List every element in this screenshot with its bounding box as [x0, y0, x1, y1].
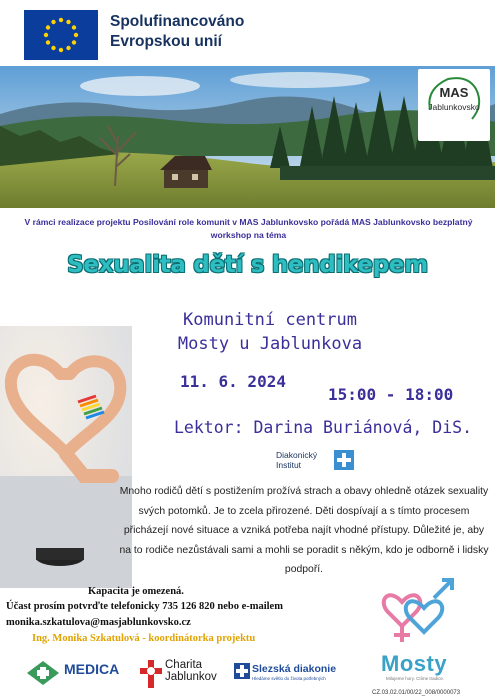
charita-line-2: Jablunkov [165, 671, 217, 683]
project-code: CZ.03.02.01/00/22_008/0000073 [372, 690, 461, 696]
eu-flag-icon [24, 10, 98, 60]
medica-icon [26, 660, 60, 686]
venue-line-2: Mosty u Jablunkova [177, 334, 363, 354]
confirmation-text: Účast prosím potvrďte telefonicky 735 126 820 nebo e-mailem [6, 601, 283, 612]
charita-icon [140, 660, 162, 688]
contact-email[interactable]: monika.szkatulova@masjablunkovsko.cz [6, 617, 191, 628]
event-date: 11. 6. 2024 [180, 372, 286, 391]
eu-line-1: Spolufinancováno [110, 13, 245, 30]
lector: Lektor: Darina Buriánová, DiS. [174, 418, 473, 437]
mosty-tagline: Milujeme hory. Ctíme tradice. [386, 676, 445, 681]
slezska-diakonie-logo-text: Slezská diakonie [252, 663, 337, 675]
mas-logo-title: MAS [439, 85, 469, 100]
slezska-diakonie-tagline: Hledáme světlo do života potřebných [252, 676, 326, 681]
event-time: 15:00 - 18:00 [328, 385, 454, 404]
mosty-logo-text: Mosty [381, 651, 448, 676]
cross-icon [334, 450, 354, 470]
heart-hands-photo [0, 326, 132, 588]
capacity-notice: Kapacita je omezená. [88, 586, 184, 597]
intro-text: V rámci realizace projektu Posilování role komunit v MAS Jablunkovsko pořádá MAS Jablunkovsko bezplatný workshop na téma [24, 217, 473, 240]
eu-cofinancing-text [110, 12, 244, 52]
diakonicky-institut-text [276, 450, 317, 470]
coordinator: Ing. Monika Szkatulová - koordinátorka projektu [32, 633, 256, 644]
di-line-1: Diakonický [276, 450, 318, 460]
charita-line-1: Charita [165, 659, 203, 671]
di-line-2: Institut [276, 460, 302, 470]
medica-logo-text: MEDICA [64, 661, 120, 677]
eu-banner [0, 0, 495, 70]
venue [150, 308, 390, 356]
venue-line-1: Komunitní centrum [183, 310, 357, 330]
slezska-diakonie-icon [234, 663, 250, 679]
eu-line-2: Evropskou unií [110, 33, 222, 50]
mas-jablunkovsko-logo [418, 69, 490, 141]
charita-logo-text [165, 659, 217, 683]
hearts-gender-symbols-icon [380, 572, 468, 644]
mas-logo-subtitle: Jablunkovsko [428, 102, 480, 112]
event-title: Sexualita dětí s hendikepem [67, 252, 428, 278]
diakonicky-institut-logo [276, 448, 360, 474]
description: Mnoho rodičů dětí s postižením prožívá strach a obavy ohledně otázek sexuality svých potomků. Je to zcela přirozené. Děti dospívají a s tímto procesem přicházejí nové situace a vzniká potřeba najít vhodné přístupy. Důležité je, aby na to rodiče nezůstávali sami a mohli se poradit s někým, kdo je odborně i lidsky podpoří. [119, 486, 489, 575]
